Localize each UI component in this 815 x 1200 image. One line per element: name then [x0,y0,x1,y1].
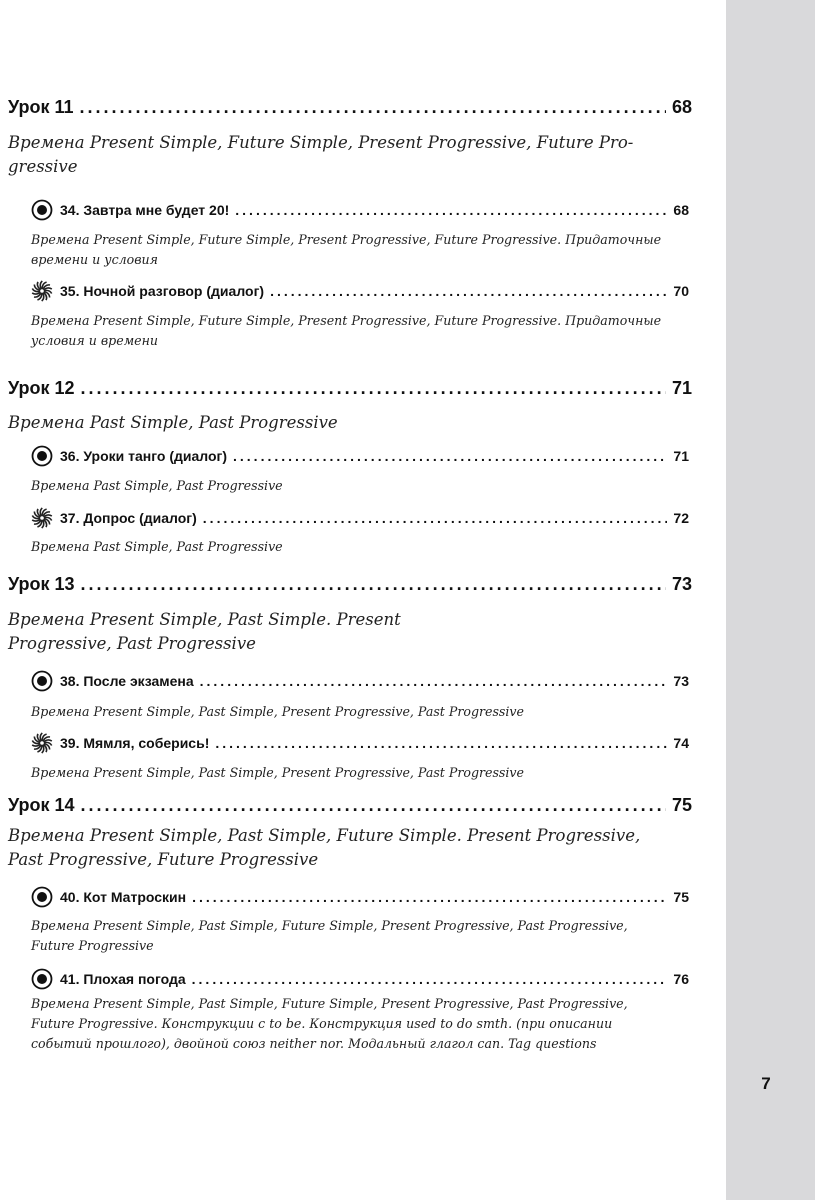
cd-icon [31,968,53,990]
leader-dots [81,795,666,816]
item-page: 75 [673,889,689,905]
toc-item-35[interactable] [31,280,689,302]
leader-dots [192,889,667,905]
item-title: 36. Уроки танго (диалог) [60,448,228,464]
lesson-page: 68 [671,97,692,117]
swirl-icon [31,280,53,302]
lesson-title: Урок 12 [8,378,75,398]
cd-icon [31,670,53,692]
lesson-page: 71 [671,378,692,398]
lesson-title: Урок 14 [8,795,75,815]
item-description: Времена Present Simple, Past Simple, Present Progressive, Past Progressive [31,704,524,719]
leader-dots [81,378,666,399]
item-page: 74 [673,735,689,751]
item-description: Времена Present Simple, Future Simple, Present Progressive, Future Progressive. Придаточные времени и условия [31,232,662,267]
toc-item-34[interactable] [31,199,689,221]
item-title: 35. Ночной разговор (диалог) [60,283,265,299]
item-page: 71 [673,448,689,464]
toc-lesson-13[interactable] [8,574,692,595]
lesson-description: Времена Present Simple, Past Simple. Present Progressive, Past Progressive [8,610,401,653]
leader-dots [233,448,667,464]
toc-item-41[interactable] [31,968,689,990]
leader-dots [270,283,667,299]
leader-dots [215,735,667,751]
item-description: Времена Present Simple, Future Simple, Present Progressive, Future Progressive. Придаточные условия и времени [31,313,662,348]
cd-icon [31,886,53,908]
item-title: 40. Кот Матроскин [60,889,187,905]
item-description: Времена Past Simple, Past Progressive [31,539,283,554]
item-page: 73 [673,673,689,689]
item-page: 76 [673,971,689,987]
leader-dots [80,97,666,118]
item-description: Времена Past Simple, Past Progressive [31,478,283,493]
swirl-icon [31,732,53,754]
toc-item-37[interactable] [31,507,689,529]
item-description: Времена Present Simple, Past Simple, Future Simple, Present Progressive, Past Progressive, Future Progressive. Конструкции с to be. Конструкция used to do smth. (при описании событий прошлого), двойной союз neither nor. Модальный глагол can. Tag questions [31,996,628,1051]
lesson-description: Времена Past Simple, Past Progressive [8,413,338,432]
item-page: 68 [673,202,689,218]
page-number: 7 [761,1074,771,1093]
leader-dots [192,971,668,987]
leader-dots [203,510,668,526]
page-margin-band [726,0,815,1200]
item-title: 41. Плохая погода [60,971,186,987]
cd-icon [31,199,53,221]
item-page: 70 [673,283,689,299]
toc-item-38[interactable] [31,670,689,692]
toc-item-36[interactable] [31,445,689,467]
lesson-page: 75 [671,795,692,815]
toc-item-40[interactable] [31,886,689,908]
toc-item-39[interactable] [31,732,689,754]
leader-dots [200,673,668,689]
toc-lesson-14[interactable] [8,795,692,816]
toc-lesson-12[interactable] [8,378,692,399]
item-title: 37. Допрос (диалог) [60,510,197,526]
item-title: 38. После экзамена [60,673,194,689]
lesson-description: Времена Present Simple, Past Simple, Future Simple. Present Progressive, Past Progressive, Future Progressive [8,826,641,869]
lesson-title: Урок 11 [8,97,74,117]
item-description: Времена Present Simple, Past Simple, Future Simple, Present Progressive, Past Progressive, Future Progressive [31,918,628,953]
item-title: 34. Завтра мне будет 20! [60,202,230,218]
lesson-title: Урок 13 [8,574,75,594]
swirl-icon [31,507,53,529]
cd-icon [31,445,53,467]
lesson-page: 73 [671,574,692,594]
item-description: Времена Present Simple, Past Simple, Present Progressive, Past Progressive [31,765,524,780]
leader-dots [235,202,667,218]
item-title: 39. Мямля, соберись! [60,735,210,751]
lesson-description: Времена Present Simple, Future Simple, Present Progressive, Future Progressive [8,133,634,176]
toc-lesson-11[interactable] [8,97,692,118]
leader-dots [81,574,666,595]
item-page: 72 [673,510,689,526]
